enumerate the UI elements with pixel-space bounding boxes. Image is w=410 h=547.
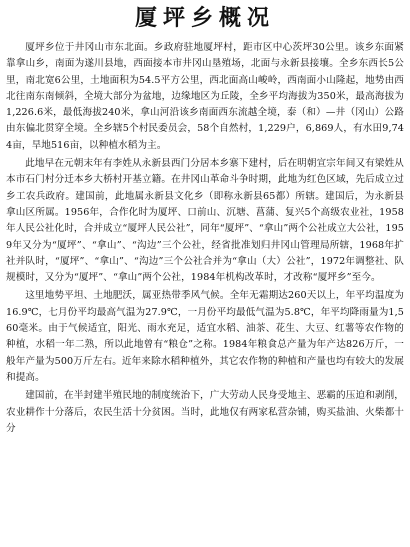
paragraph-climate: 这里地势平坦、土地肥沃，属亚热带季风气候。全年无霜期达260天以上，年平均温度为16.9℃，七月份平均最高气温为27.9℃，一月份平均最低气温为5.8℃，年平均降雨量为1,560毫米。由于气候适宜，阳光、雨水充足，适宜水稻、油茶、花生、大豆、红薯等农作物的种植，水稻一年二熟，所以此地曾有“粮仓”之称。1984年粮食总产量为年产达826万斤，一般年产量为500万斤左右。近年来除水稻种植外，其它农作物的种植和产量也均有较大的发展和提高。	[6, 290, 404, 383]
paragraph-location: 厦坪乡位于井冈山市东北面。乡政府驻地厦坪村，距市区中心茨坪30公里。该乡东面紧靠拿山乡，南面为遂川县地，西面接本市井冈山垦殖场，北面与永新县接壤。全乡东西长5公里，南北宽6公里，土地面积为54.5平方公里，西北面高山峻岭，西南面小山隆起，地势由西北往南东南倾斜，全境大部分为盆地，边缘地区为丘陵，全乡平均海拔为350米，最高海拔为1,226.6米，最低海拔240米，拿山河沿该乡南面西东流越全境，泰（和）—井（冈山）公路由东偏北贯穿全境。全乡辖5个村民委员会，58个自然村，1,229户，6,869人，有水田9,744亩，旱地516亩，以种植水稻为主。	[6, 42, 404, 151]
paragraph-history: 此地早在元朝末年有李姓从永新县西门分居本乡寨下建村，后在明朝宣宗年间又有梁姓从本市石门村分迁本乡大桥村开基立籍。在井冈山革命斗争时期，此地为红色区域，先后成立过乡工农兵政府。建国前，此地属永新县文化乡（即称永新县65都）所辖。建国后，为永新县拿山区所属。1956年，合作化时为厦坪、口前山、沉塘、菖蒲、复兴5个高级农业社，1958年人民公社化时，合并成立“厦坪人民公社”，同年“厦坪”、“拿山”两个公社成立大公社，1959年又分为“厦坪”、“拿山”、“沟边”三个公社，经省批准划归井冈山管理局所辖，1968年扩社并队时，“厦坪”、“拿山”、“沟边”三个公社合并为“拿山（大）公社”，1972年调整社、队规模时，又分为“厦坪”、“拿山”两个公社，1984年机构改革时，才改称“厦坪乡”至今。	[6, 158, 404, 284]
document-title: 厦坪乡概况	[134, 6, 275, 31]
document-body	[6, 40, 404, 439]
paragraph-pre-liberation: 建国前，在半封建半殖民地的制度统治下，广大劳动人民身受地主、恶霸的压迫和剥削，农业耕作十分落后，农民生活十分贫困。当时，此地仅有两家私营杂铺，购买盐油、火柴都十分	[6, 390, 404, 434]
